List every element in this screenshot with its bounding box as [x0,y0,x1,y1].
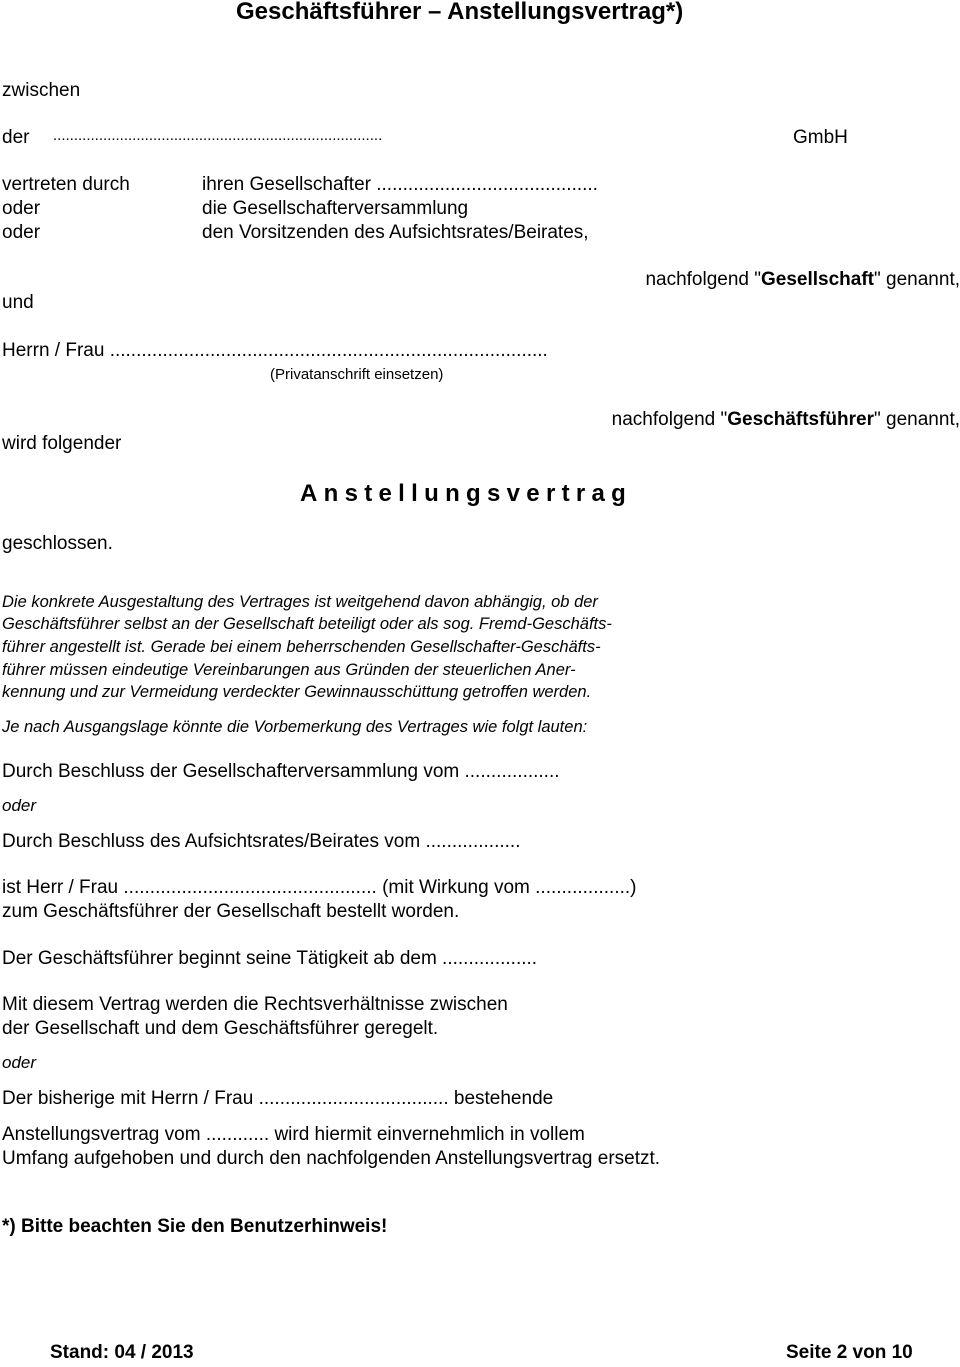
note-line-3-b: Gerade bei einem beherrschenden Gesellschafter-Geschäfts- [150,638,601,656]
bisherige-line: Der bisherige mit Herrn / Frau .................................... bestehende [2,1088,554,1109]
oder-label-b: oder [2,1053,37,1072]
vertrag-line-1: Mit diesem Vertrag werden die Rechtsverhältnisse zwischen [2,994,508,1015]
nachfolgend-gf-pre: nachfolgend " [611,409,728,430]
option-aufsichtsrat: den Vorsitzenden des Aufsichtsrates/Beirates, [202,222,589,243]
company-name-placeholder: ............................................................................... [53,127,383,144]
wird-folgender-text: wird folgender [2,433,122,454]
vertreten-label: vertreten durch [2,174,130,195]
nachfolgend-gesellschaft-post: " genannt, [874,269,960,290]
ist-herr-frau-line: ist Herr / Frau ................................................ (mit Wirkung vom ..................) [2,877,637,898]
beschluss-aufsichtsrat: Durch Beschluss des Aufsichtsrates/Beirates vom .................. [2,831,521,852]
option-gesellschafterversammlung: die Gesellschafterversammlung [202,198,469,219]
nachfolgend-geschaeftsfuehrer [612,409,960,431]
vertrag-line-2: der Gesellschaft und dem Geschäftsführer geregelt. [2,1018,439,1039]
und-text: und [2,292,34,313]
footer-stand: Stand: 04 / 2013 [50,1342,194,1363]
taetigkeit-line: Der Geschäftsführer beginnt seine Tätigkeit ab dem .................. [2,948,538,969]
bestellt-line: zum Geschäftsführer der Gesellschaft bestellt worden. [2,901,460,922]
note-line-2: Geschäftsführer selbst an der Gesellschaft beteiligt oder als sog. Fremd-Geschäfts- [2,615,612,633]
contract-heading: Anstellungsvertrag [300,480,633,507]
note-line-1: Die konkrete Ausgestaltung des Vertrages ist weitgehend davon abhängig, ob der [2,593,598,611]
herrn-frau-line: Herrn / Frau ................................................................................... [2,340,548,361]
geschaeftsfuehrer-term: Geschäftsführer [727,409,875,430]
note-line-3-a: führer angestellt ist. [2,638,151,656]
oder-label-a: oder [2,796,37,815]
nachfolgend-gesellschaft [645,269,960,291]
document-title: Geschäftsführer – Anstellungsvertrag*) [236,0,684,25]
nachfolgend-gf-post: " genannt, [874,409,960,430]
footer-page-number: Seite 2 von 10 [786,1342,913,1363]
beschluss-gesellschafterversammlung: Durch Beschluss der Gesellschafterversammlung vom .................. [2,761,560,782]
anstellung-line-1: Anstellungsvertrag vom ............ wird hiermit einvernehmlich in vollem [2,1124,585,1145]
oder-label-2: oder [2,222,41,243]
gmbh-label: GmbH [793,127,848,148]
der-label: der [2,127,30,148]
gesellschaft-term: Gesellschaft [761,269,875,290]
oder-label-1: oder [2,198,41,219]
note-line-4: führer müssen eindeutige Vereinbarungen aus Gründen der steuerlichen Aner- [2,661,576,679]
note-line-3 [2,636,601,658]
anstellung-line-2: Umfang aufgehoben und durch den nachfolgenden Anstellungsvertrag ersetzt. [2,1148,661,1169]
benutzerhinweis-note: *) Bitte beachten Sie den Benutzerhinweis! [2,1216,388,1237]
geschlossen-text: geschlossen. [2,533,113,554]
nachfolgend-gesellschaft-pre: nachfolgend " [645,269,762,290]
zwischen-text: zwischen [2,80,81,101]
note-line-5: kennung und zur Vermeidung verdeckter Gewinnausschüttung getroffen werden. [2,683,592,701]
privatanschrift-hint: (Privatanschrift einsetzen) [270,366,444,383]
vertreten-value: ihren Gesellschafter .......................................... [202,174,598,195]
note-line-6: Je nach Ausgangslage könnte die Vorbemerkung des Vertrages wie folgt lauten: [2,718,588,736]
